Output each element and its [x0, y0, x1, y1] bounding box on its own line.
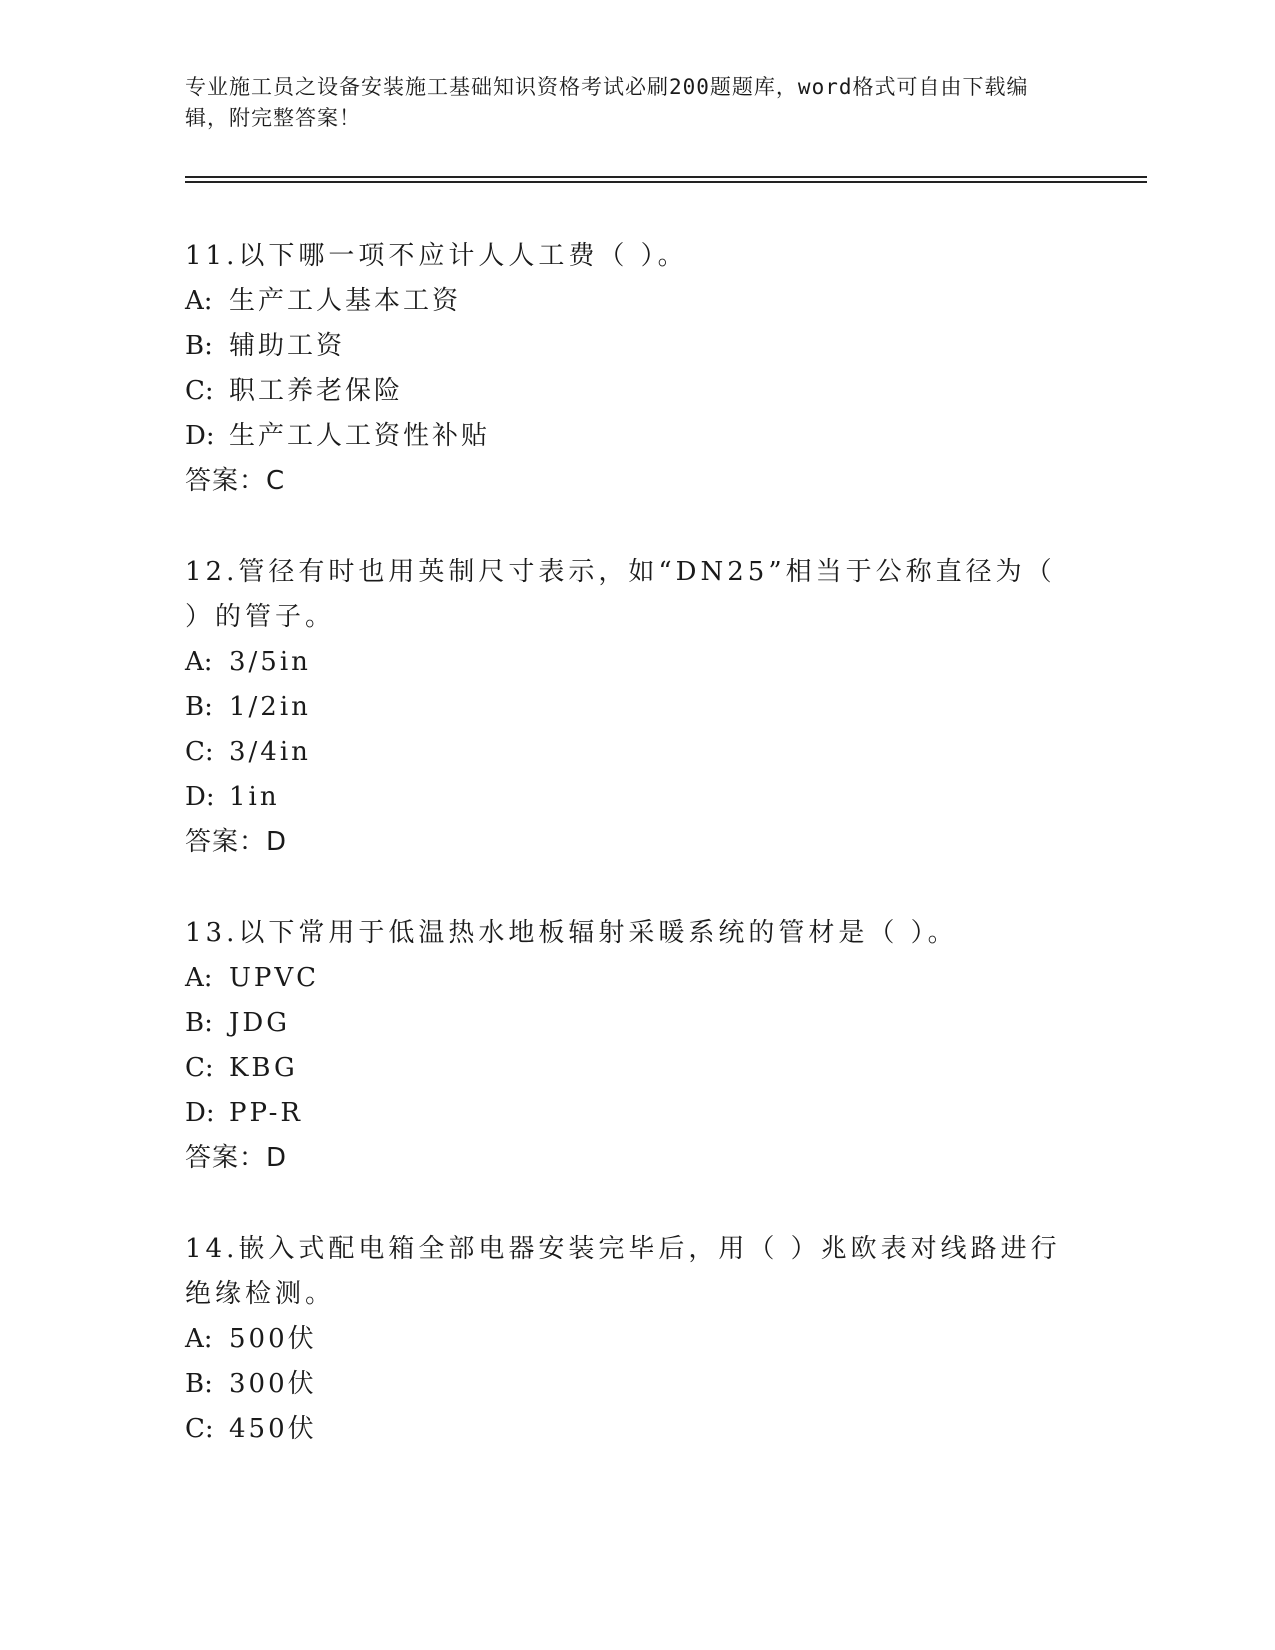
option-text: PP-R: [229, 1098, 303, 1128]
option-letter: D:: [185, 1098, 215, 1128]
question-13: [185, 911, 1065, 1181]
option-letter: B:: [185, 331, 213, 361]
option-letter: B:: [185, 692, 213, 722]
option-text: 450伏: [229, 1414, 317, 1444]
option-text: 1/2in: [229, 692, 311, 722]
option-letter: C:: [185, 737, 214, 767]
answer-line: 答案：D: [185, 827, 288, 857]
option-text: UPVC: [229, 963, 320, 993]
option-text: 3/5in: [229, 647, 311, 677]
option-text: 500伏: [229, 1324, 317, 1354]
question-stem: 13.以下常用于低温热水地板辐射采暖系统的管材是（ ）。: [185, 918, 958, 948]
option-text: 职工养老保险: [229, 376, 404, 406]
option-letter: A:: [185, 963, 213, 993]
option-letter: A:: [185, 647, 213, 677]
question-list: [185, 234, 1065, 1498]
option-c: [185, 369, 1065, 414]
question-11: [185, 234, 1065, 504]
option-text: 生产工人基本工资: [229, 286, 462, 316]
option-letter: B:: [185, 1008, 213, 1038]
option-letter: C:: [185, 1053, 214, 1083]
option-d: [185, 1091, 1065, 1136]
document-header: 专业施工员之设备安装施工基础知识资格考试必刷200题题库，word格式可自由下载编辑，附完整答案！: [185, 75, 1029, 130]
option-letter: D:: [185, 421, 215, 451]
option-letter: D:: [185, 782, 215, 812]
option-b: [185, 685, 1065, 730]
answer-line: 答案：D: [185, 1143, 288, 1173]
option-b: [185, 1001, 1065, 1046]
option-c: [185, 1407, 1065, 1452]
option-a: [185, 279, 1065, 324]
option-text: 生产工人工资性补贴: [229, 421, 491, 451]
option-a: [185, 956, 1065, 1001]
option-text: 300伏: [229, 1369, 317, 1399]
option-letter: C:: [185, 1414, 214, 1444]
option-c: [185, 730, 1065, 775]
option-text: JDG: [229, 1008, 291, 1038]
option-b: [185, 1362, 1065, 1407]
header-divider-top: [185, 176, 1147, 178]
option-a: [185, 1317, 1065, 1362]
question-stem: 12.管径有时也用英制尺寸表示，如“DN25”相当于公称直径为（ ）的管子。: [185, 557, 1056, 632]
option-c: [185, 1046, 1065, 1091]
option-text: 3/4in: [229, 737, 311, 767]
option-letter: A:: [185, 286, 213, 316]
question-stem: 11.以下哪一项不应计人人工费（ ）。: [185, 241, 688, 271]
option-d: [185, 775, 1065, 820]
question-14: [185, 1227, 1065, 1452]
option-a: [185, 640, 1065, 685]
question-stem: 14.嵌入式配电箱全部电器安装完毕后，用（ ）兆欧表对线路进行绝缘检测。: [185, 1234, 1061, 1309]
question-12: [185, 550, 1065, 865]
option-text: KBG: [229, 1053, 298, 1083]
option-text: 辅助工资: [229, 331, 346, 361]
option-letter: C:: [185, 376, 214, 406]
option-letter: B:: [185, 1369, 213, 1399]
header-divider-bottom: [185, 181, 1147, 183]
option-text: 1in: [229, 782, 280, 812]
option-b: [185, 324, 1065, 369]
answer-line: 答案：C: [185, 466, 286, 496]
option-d: [185, 414, 1065, 459]
option-letter: A:: [185, 1324, 213, 1354]
